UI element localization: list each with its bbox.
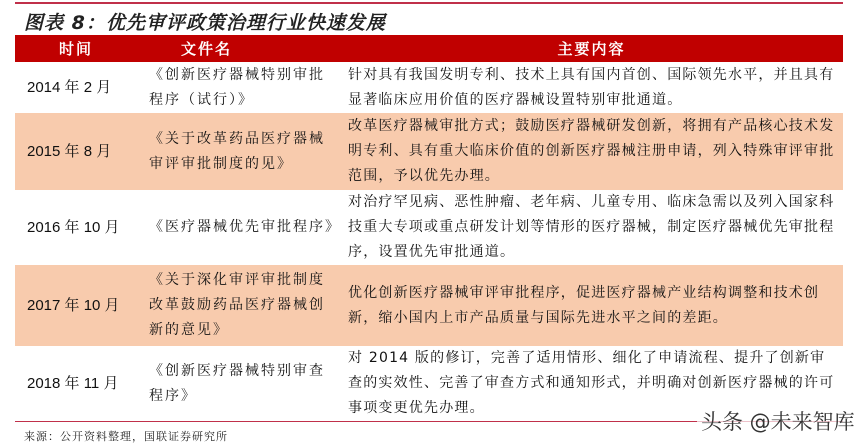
cell-file-name: 《创新医疗器械特别审查程序》 [149,362,325,404]
watermark: 头条 @未来智库 [697,406,859,436]
cell-time: 2017 年 10 月 [15,265,145,346]
cell-content: 优化创新医疗器械审评审批程序，促进医疗器械产业结构调整和技术创新，缩小国内上市产品质量与国际先进水平之间的差距。 [340,265,843,346]
top-rule [15,2,843,4]
header-main-content: 主要内容 [340,35,843,62]
figure-title: 图表 8：优先审评政策治理行业快速发展 [24,12,386,34]
cell-file-name: 《创新医疗器械特别审批程序（试行）》 [149,66,325,108]
cell-file-name: 《关于改革药品医疗器械审评审批制度的见》 [145,113,340,190]
table-row [15,62,843,113]
table-row [15,190,843,265]
table-header-row [15,35,843,62]
policy-table [15,35,843,421]
cell-time: 2018 年 11 月 [27,375,119,392]
cell-content: 对治疗罕见病、恶性肿瘤、老年病、儿童专用、临床急需以及列入国家科技重大专项或重点研发计划等情形的医疗器械，制定医疗器械优先审批程序，设置优先审批通道。 [348,194,835,260]
cell-time: 2016 年 10 月 [27,219,120,236]
cell-file-name: 《医疗器械优先审批程序》 [149,219,341,235]
cell-time: 2015 年 8 月 [15,113,145,190]
cell-file-name: 《关于深化审评审批制度改革鼓励药品医疗器械创新的意见》 [145,265,340,346]
table-row [15,265,843,346]
cell-content: 改革医疗器械审批方式；鼓励医疗器械研发创新，将拥有产品核心技术发明专利、具有重大临床价值的创新医疗器械注册申请，列入特殊审评审批范围，予以优先办理。 [340,113,843,190]
header-file-name: 文件名 [145,35,340,62]
cell-time: 2014 年 2 月 [27,79,112,96]
cell-content: 针对具有我国发明专利、技术上具有国内首创、国际领先水平，并且具有显著临床应用价值的医疗器械设置特别审批通道。 [348,66,835,108]
table-row [15,113,843,190]
header-time: 时间 [15,35,145,62]
cell-content: 对 2014 版的修订，完善了适用情形、细化了申请流程、提升了创新审查的实效性、完善了审查方式和通知形式，并明确对创新医疗器械的许可事项变更优先办理。 [348,350,835,416]
source-note: 来源：公开资料整理，国联证券研究所 [24,430,228,443]
